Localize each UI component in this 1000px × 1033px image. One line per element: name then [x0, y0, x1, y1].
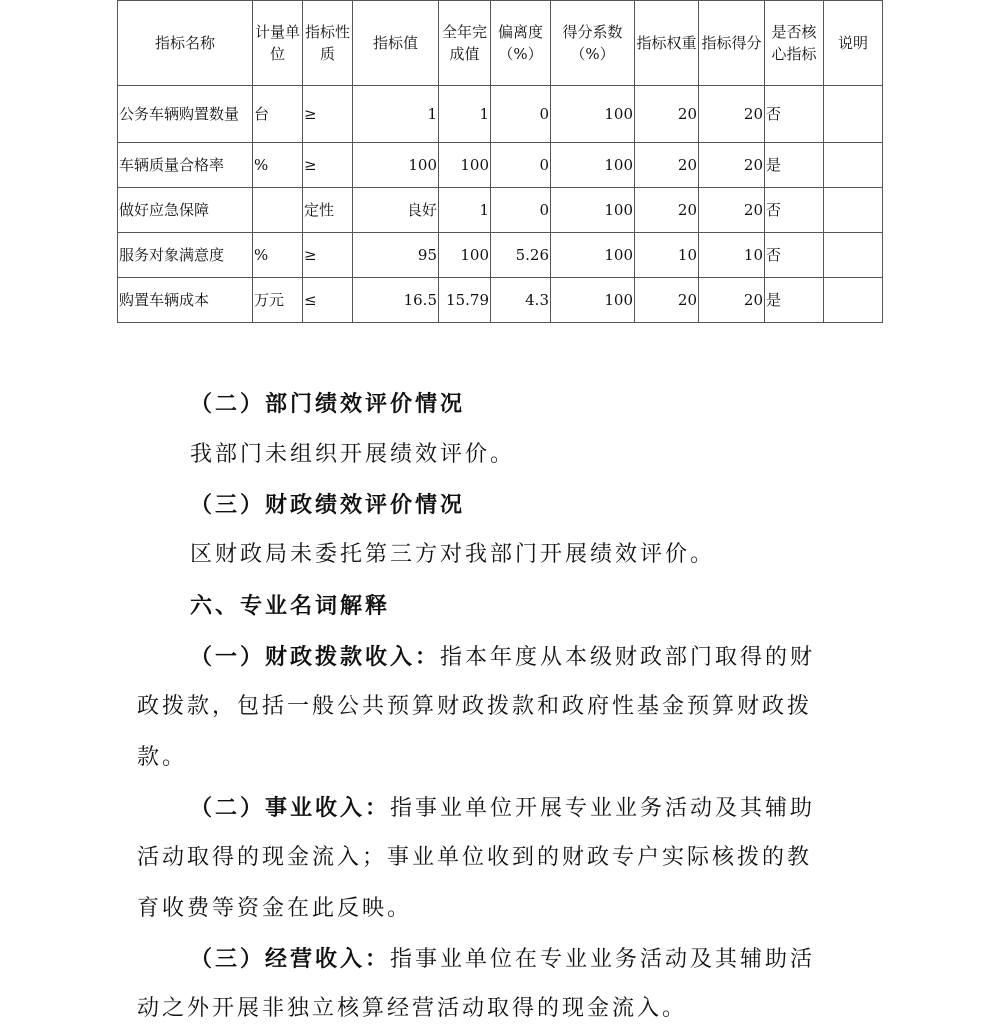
cell-core: 否 — [765, 86, 824, 143]
dept-eval-text: 我部门未组织开展绩效评价。 — [190, 442, 516, 467]
table-row — [118, 143, 883, 188]
glossary-def-2-part-3: 育收费等资金在此反映。 — [137, 896, 413, 921]
cell-unit: % — [253, 143, 303, 188]
glossary-def-1-part-3: 款。 — [137, 745, 188, 770]
table-row — [118, 188, 883, 233]
cell-name: 购置车辆成本 — [118, 278, 253, 323]
cell-score: 20 — [699, 86, 765, 143]
cell-actual: 1 — [439, 86, 491, 143]
glossary-term-1: （一）财政拨款收入： — [190, 644, 441, 670]
cell-unit: 万元 — [253, 278, 303, 323]
cell-deviation: 0 — [491, 188, 551, 233]
glossary-term-2: （二）事业收入： — [190, 795, 391, 821]
dept-eval-heading: （二）部门绩效评价情况 — [190, 391, 466, 417]
cell-nature: ≥ — [303, 233, 353, 278]
header-nature: 指标性质 — [303, 1, 353, 86]
glossary-term-3: （三）经营收入： — [190, 946, 391, 972]
glossary-item-3-line-1 — [190, 944, 815, 975]
cell-weight: 20 — [635, 188, 699, 233]
fin-eval-heading: （三）财政绩效评价情况 — [190, 492, 466, 518]
header-actual: 全年完成值 — [439, 1, 491, 86]
glossary-def-1-part-2: 政拨款，包括一般公共预算财政拨款和政府性基金预算财政拨 — [137, 694, 813, 719]
cell-nature: ≤ — [303, 278, 353, 323]
cell-deviation: 4.3 — [491, 278, 551, 323]
cell-core: 是 — [765, 278, 824, 323]
cell-core: 是 — [765, 143, 824, 188]
cell-name: 车辆质量合格率 — [118, 143, 253, 188]
glossary-item-1-line-1 — [190, 642, 815, 673]
glossary-def-2-part-2: 活动取得的现金流入；事业单位收到的财政专户实际核拨的教 — [137, 845, 813, 870]
cell-note — [824, 86, 883, 143]
cell-coef: 100 — [551, 86, 635, 143]
glossary-heading: 六、专业名词解释 — [190, 593, 391, 619]
cell-nature: ≥ — [303, 86, 353, 143]
cell-target: 95 — [353, 233, 439, 278]
cell-target: 16.5 — [353, 278, 439, 323]
header-name: 指标名称 — [118, 1, 253, 86]
cell-nature: 定性 — [303, 188, 353, 233]
cell-coef: 100 — [551, 233, 635, 278]
glossary-def-3-part-2: 动之外开展非独立核算经营活动取得的现金流入。 — [137, 996, 688, 1021]
glossary-def-1-part-1: 指本年度从本级财政部门取得的财 — [440, 645, 816, 670]
header-coef: 得分系数（%） — [551, 1, 635, 86]
cell-unit: % — [253, 233, 303, 278]
header-weight: 指标权重 — [635, 1, 699, 86]
cell-note — [824, 233, 883, 278]
cell-weight: 20 — [635, 278, 699, 323]
cell-actual: 100 — [439, 143, 491, 188]
cell-weight: 20 — [635, 143, 699, 188]
table-row — [118, 233, 883, 278]
fin-eval-text: 区财政局未委托第三方对我部门开展绩效评价。 — [190, 542, 716, 567]
cell-target: 100 — [353, 143, 439, 188]
cell-core: 否 — [765, 188, 824, 233]
cell-name: 公务车辆购置数量 — [118, 86, 253, 143]
header-core: 是否核心指标 — [765, 1, 824, 86]
header-unit: 计量单位 — [253, 1, 303, 86]
cell-core: 否 — [765, 233, 824, 278]
cell-note — [824, 143, 883, 188]
glossary-item-2-line-1 — [190, 793, 815, 824]
cell-nature: ≥ — [303, 143, 353, 188]
glossary-def-2-part-1: 指事业单位开展专业业务活动及其辅助 — [390, 796, 816, 821]
cell-weight: 20 — [635, 86, 699, 143]
cell-target: 良好 — [353, 188, 439, 233]
cell-coef: 100 — [551, 278, 635, 323]
cell-unit: 台 — [253, 86, 303, 143]
header-note: 说明 — [824, 1, 883, 86]
cell-actual: 1 — [439, 188, 491, 233]
cell-score: 10 — [699, 233, 765, 278]
table-header-row — [118, 1, 883, 86]
cell-coef: 100 — [551, 188, 635, 233]
table-row — [118, 278, 883, 323]
table-row — [118, 86, 883, 143]
cell-target: 1 — [353, 86, 439, 143]
header-score: 指标得分 — [699, 1, 765, 86]
cell-deviation: 5.26 — [491, 233, 551, 278]
performance-indicator-table — [117, 0, 883, 323]
cell-name: 服务对象满意度 — [118, 233, 253, 278]
cell-note — [824, 278, 883, 323]
header-target: 指标值 — [353, 1, 439, 86]
header-deviation: 偏离度（%） — [491, 1, 551, 86]
cell-actual: 100 — [439, 233, 491, 278]
cell-deviation: 0 — [491, 86, 551, 143]
glossary-def-3-part-1: 指事业单位在专业业务活动及其辅助活 — [390, 947, 816, 972]
cell-weight: 10 — [635, 233, 699, 278]
cell-name: 做好应急保障 — [118, 188, 253, 233]
cell-coef: 100 — [551, 143, 635, 188]
cell-score: 20 — [699, 188, 765, 233]
cell-note — [824, 188, 883, 233]
cell-score: 20 — [699, 143, 765, 188]
cell-score: 20 — [699, 278, 765, 323]
cell-actual: 15.79 — [439, 278, 491, 323]
cell-deviation: 0 — [491, 143, 551, 188]
cell-unit — [253, 188, 303, 233]
